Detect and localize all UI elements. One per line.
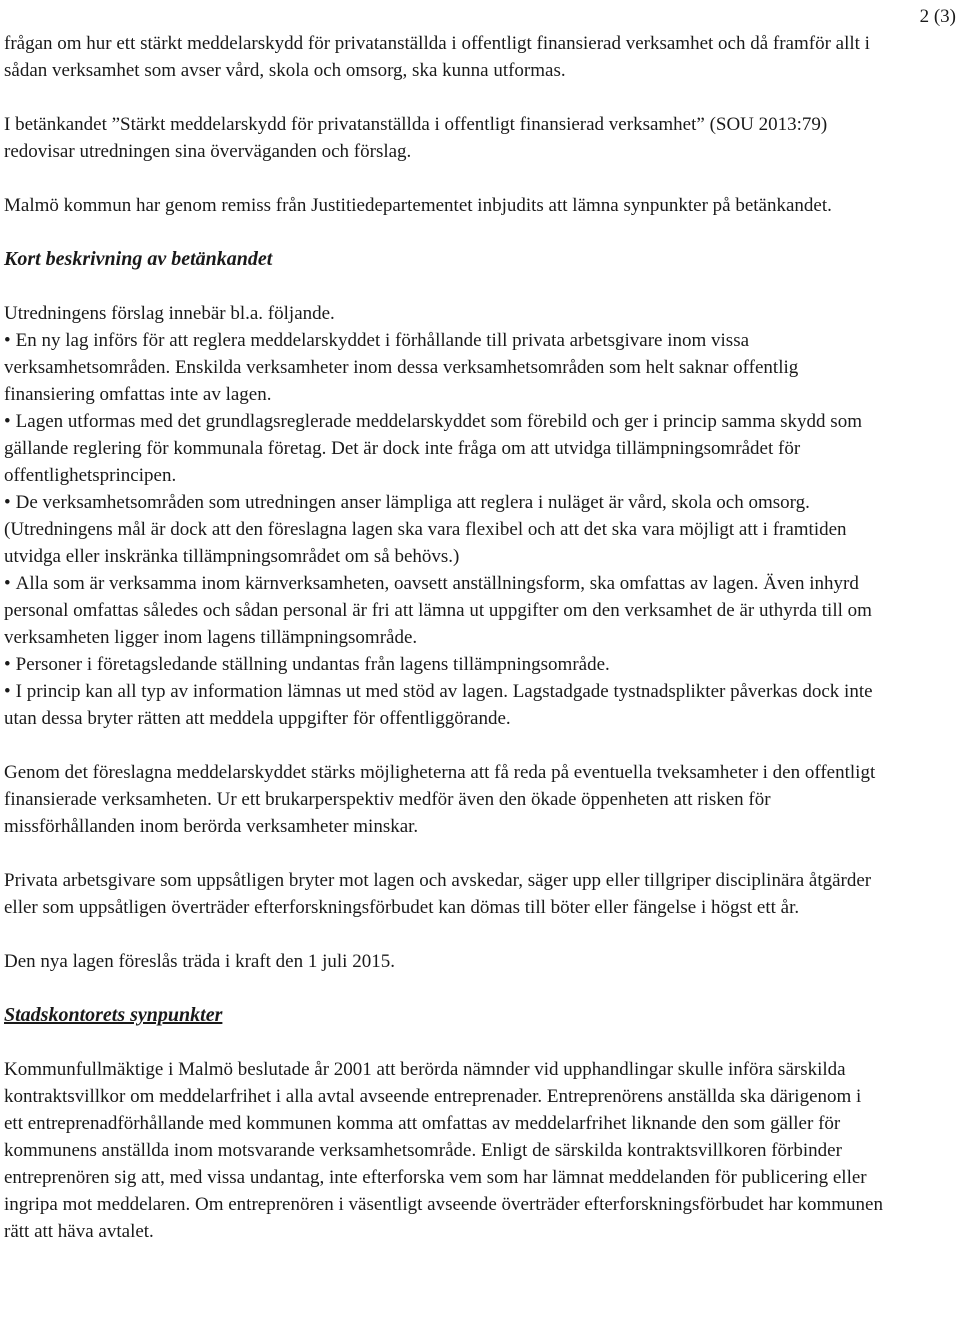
bullet-icon: • [4, 573, 11, 594]
intro-paragraph-3: Malmö kommun har genom remiss från Justitiedepartementet inbjudits att lämna synpunkter på betänkandet. [4, 195, 832, 216]
bullet-icon: • [4, 330, 11, 351]
section-heading-opinions: Stadskontorets synpunkter [4, 1004, 223, 1026]
bullet-icon: • [4, 681, 11, 702]
intro-paragraph-1: frågan om hur ett stärkt meddelarskydd för privatanställda i offentligt finansierad verksamhet och då framför allt i sådan verksamhet som avser vård, skola och omsorg, ska kunna utformas. [4, 33, 870, 81]
bullet-icon: • [4, 654, 11, 675]
intro-paragraph-2: I betänkandet ”Stärkt meddelarskydd för privatanställda i offentligt finansierad verksamhet” (SOU 2013:79) redovisar utredningen sina överväganden och förslag. [4, 114, 828, 162]
page-number: 2 (3) [919, 6, 956, 27]
bullet-item-5 [4, 651, 884, 678]
bullet-text: Personer i företagsledande ställning undantas från lagens tillämpningsområde. [15, 654, 610, 675]
opinions-paragraph: Kommunfullmäktige i Malmö beslutade år 2001 att berörda nämnder vid upphandlingar skulle införa särskilda kontraktsvillkor om meddelarfrihet i alla avtal avseende entreprenader. Entreprenörens anställda ska därigenom i ett entreprenadförhållande med kommunen komma att omfattas av meddelarfrihet liknande den som gäller för kommunens anställda inom motsvarande verksamhetsområde. Enligt de särskilda kontraktsvillkoren förbinder entreprenören sig att, med vissa undantag, inte efterforska vem som har lämnat meddelanden för publicering eller ingripa mot meddelaren. Om entreprenören i väsentligt avseende överträder efterforskningsförbudet har kommunen rätt att häva avtalet. [4, 1059, 883, 1242]
bullet-text: I princip kan all typ av information lämnas ut med stöd av lagen. Lagstadgade tystnadsplikter påverkas dock inte utan dessa bryter rätten att meddela uppgifter för offentliggörande. [4, 681, 873, 729]
document-body [4, 0, 884, 1245]
bullet-item-4 [4, 570, 884, 651]
summary-paragraph-1: Genom det föreslagna meddelarskyddet stärks möjligheterna att få reda på eventuella tveksamheter i den offentligt finansierade verksamheten. Ur ett brukarperspektiv medför även den ökade öppenheten att risken för missförhållanden inom berörda verksamheter minskar. [4, 762, 876, 837]
bullet-text: De verksamhetsområden som utredningen anser lämpliga att reglera i nuläget är vård, skola och omsorg. (Utredningens mål är dock att den föreslagna lagen ska vara flexibel och att det ska vara möjligt att i framtiden utvidga eller inskränka tillämpningsområdet om så behövs.) [4, 492, 847, 567]
summary-paragraph-3: Den nya lagen föreslås träda i kraft den 1 juli 2015. [4, 951, 395, 972]
bullet-icon: • [4, 411, 11, 432]
section-heading-summary: Kort beskrivning av betänkandet [4, 248, 273, 270]
bullet-item-2 [4, 408, 884, 489]
bullet-text: Alla som är verksamma inom kärnverksamheten, oavsett anställningsform, ska omfattas av lagen. Även inhyrd personal omfattas således och sådan personal är fri att lämna ut uppgifter om den verksamhet de är uthyrda till om verksamheten ligger inom lagens tillämpningsområde. [4, 573, 872, 648]
bullet-icon: • [4, 492, 11, 513]
bullet-text: En ny lag införs för att reglera meddelarskyddet i förhållande till privata arbetsgivare inom vissa verksamhetsområden. Enskilda verksamheter inom dessa verksamhetsområden som helt saknar offentlig finansiering omfattas inte av lagen. [4, 330, 799, 405]
summary-paragraph-2: Privata arbetsgivare som uppsåtligen bryter mot lagen och avskedar, säger upp eller tillgriper disciplinära åtgärder eller som uppsåtligen överträder efterforskningsförbudet kan dömas till böter eller fängelse i högst ett år. [4, 870, 872, 918]
bullet-item-1 [4, 327, 884, 408]
bullet-item-3 [4, 489, 884, 570]
summary-lead: Utredningens förslag innebär bl.a. följande. [4, 303, 335, 324]
bullet-text: Lagen utformas med det grundlagsreglerade meddelarskyddet som förebild och ger i princip samma skydd som gällande reglering för kommunala företag. Det är dock inte fråga om att utvidga tillämpningsområdet för offentlighetsprincipen. [4, 411, 862, 486]
bullet-item-6 [4, 678, 884, 732]
